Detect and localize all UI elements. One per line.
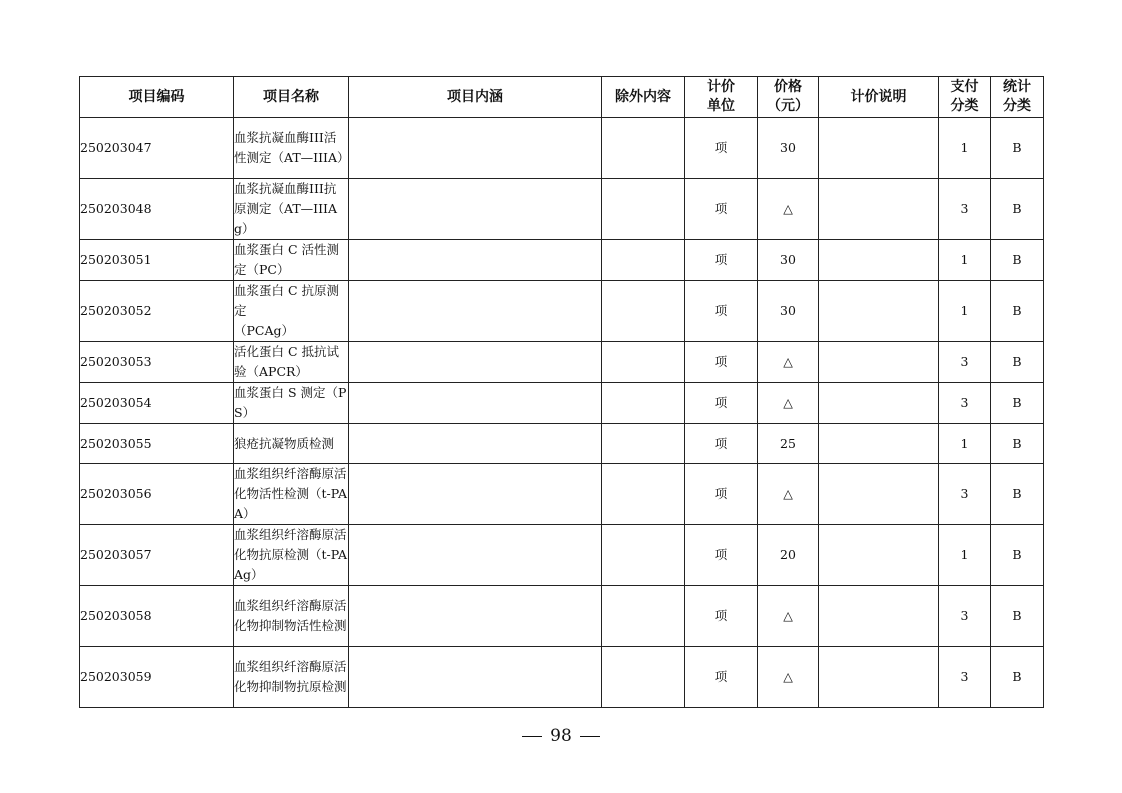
page-footer [0,726,1122,746]
row-excluded [602,383,685,424]
row-name [234,424,349,464]
header-row [80,77,1044,118]
row-name [234,240,349,281]
row-note [819,281,939,342]
row-excluded [602,525,685,586]
row-excluded [602,281,685,342]
row-name [234,342,349,383]
row-price: 30 [758,240,819,281]
row-code: 250203055 [80,424,234,464]
table-body [80,118,1044,708]
row-unit: 项 [685,342,758,383]
row-note [819,342,939,383]
row-price: 30 [758,281,819,342]
row-excluded [602,240,685,281]
row-name [234,383,349,424]
row-note [819,383,939,424]
row-stat: B [991,281,1044,342]
row-pay: 1 [939,424,991,464]
row-code: 250203058 [80,586,234,647]
row-excluded [602,179,685,240]
row-note [819,424,939,464]
row-stat: B [991,118,1044,179]
table-row [80,342,1044,383]
row-price: △ [758,383,819,424]
row-content [349,281,602,342]
row-code: 250203057 [80,525,234,586]
row-name-text: 血浆蛋白 C 活性测定（PC） [234,242,340,277]
row-excluded [602,424,685,464]
header-excluded: 除外内容 [602,77,685,118]
row-name-text: 血浆组织纤溶酶原活化物抑制物活性检测 [234,598,347,633]
row-note [819,647,939,708]
row-pay: 3 [939,342,991,383]
row-unit: 项 [685,179,758,240]
row-name [234,179,349,240]
row-unit: 项 [685,647,758,708]
row-name [234,281,349,342]
row-pay: 3 [939,647,991,708]
row-name-text: 狼疮抗凝物质检测 [234,435,335,451]
row-unit: 项 [685,525,758,586]
row-code: 250203053 [80,342,234,383]
row-name [234,586,349,647]
row-price: 20 [758,525,819,586]
row-code: 250203059 [80,647,234,708]
header-note: 计价说明 [819,77,939,118]
row-pay: 1 [939,281,991,342]
row-price: △ [758,586,819,647]
row-pay: 1 [939,118,991,179]
row-stat: B [991,586,1044,647]
row-stat: B [991,342,1044,383]
row-name-text: 血浆蛋白 C 抗原测定 （PCAg） [234,283,340,338]
table-row [80,647,1044,708]
row-note [819,240,939,281]
row-code: 250203056 [80,464,234,525]
row-unit: 项 [685,464,758,525]
row-stat: B [991,464,1044,525]
row-name [234,464,349,525]
row-note [819,586,939,647]
header-name: 项目名称 [234,77,349,118]
row-pay: 3 [939,464,991,525]
table-row [80,424,1044,464]
row-name-text: 血浆组织纤溶酶原活化物活性检测（t-PAA） [234,466,348,521]
row-price: △ [758,342,819,383]
row-code: 250203054 [80,383,234,424]
row-name-text: 血浆组织纤溶酶原活化物抑制物抗原检测 [234,659,347,694]
row-content [349,240,602,281]
row-stat: B [991,179,1044,240]
row-excluded [602,342,685,383]
row-price: △ [758,464,819,525]
row-note [819,118,939,179]
row-stat: B [991,240,1044,281]
table-row [80,586,1044,647]
row-content [349,424,602,464]
table-row [80,383,1044,424]
row-code: 250203048 [80,179,234,240]
row-unit: 项 [685,383,758,424]
row-content [349,342,602,383]
row-pay: 3 [939,179,991,240]
row-stat: B [991,424,1044,464]
row-pay: 3 [939,383,991,424]
row-stat: B [991,383,1044,424]
row-name [234,525,349,586]
row-stat: B [991,525,1044,586]
table-row [80,464,1044,525]
row-name-text: 活化蛋白 C 抵抗试验（APCR） [234,344,340,379]
row-note [819,179,939,240]
row-name-text: 血浆蛋白 S 测定（PS） [234,385,347,420]
header-unit: 计价 单位 [685,77,758,118]
row-stat: B [991,647,1044,708]
footer-dash-right [580,736,600,737]
footer-dash-left [522,736,542,737]
table-row [80,281,1044,342]
row-excluded [602,647,685,708]
row-code: 250203047 [80,118,234,179]
row-price: △ [758,179,819,240]
row-note [819,525,939,586]
row-content [349,179,602,240]
page-number: 98 [550,726,572,746]
table-row [80,240,1044,281]
row-excluded [602,464,685,525]
table-row [80,118,1044,179]
header-price: 价格 （元） [758,77,819,118]
row-content [349,525,602,586]
row-note [819,464,939,525]
header-pay: 支付 分类 [939,77,991,118]
row-unit: 项 [685,281,758,342]
row-content [349,118,602,179]
row-content [349,647,602,708]
row-unit: 项 [685,240,758,281]
price-table [79,76,1044,708]
header-content: 项目内涵 [349,77,602,118]
row-content [349,383,602,424]
row-name-text: 血浆抗凝血酶III活性测定（AT—IIIA） [234,130,350,165]
row-code: 250203052 [80,281,234,342]
row-unit: 项 [685,118,758,179]
row-unit: 项 [685,424,758,464]
row-pay: 1 [939,240,991,281]
row-price: 30 [758,118,819,179]
row-excluded [602,118,685,179]
table-row [80,179,1044,240]
row-name-text: 血浆抗凝血酶III抗原测定（AT—IIIAg） [234,181,338,236]
row-pay: 3 [939,586,991,647]
row-name [234,118,349,179]
row-content [349,464,602,525]
row-name-text: 血浆组织纤溶酶原活化物抗原检测（t-PAAg） [234,527,348,582]
row-excluded [602,586,685,647]
header-code: 项目编码 [80,77,234,118]
row-name [234,647,349,708]
table-row [80,525,1044,586]
row-content [349,586,602,647]
row-unit: 项 [685,586,758,647]
row-pay: 1 [939,525,991,586]
header-stat: 统计 分类 [991,77,1044,118]
row-price: △ [758,647,819,708]
row-price: 25 [758,424,819,464]
row-code: 250203051 [80,240,234,281]
